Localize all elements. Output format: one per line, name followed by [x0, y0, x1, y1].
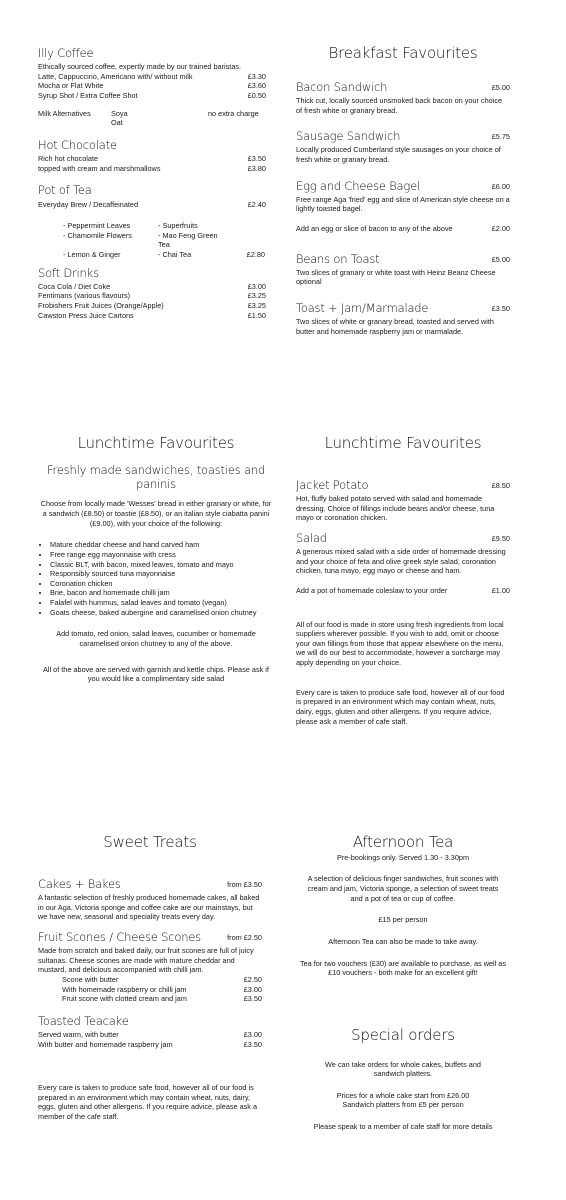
menu-item — [296, 179, 510, 214]
price-row — [38, 200, 266, 210]
filling-item: • Classic BLT, with bacon, mixed leaves, tomato and mayo — [50, 560, 274, 570]
sweet-title: Sweet Treats — [103, 833, 197, 851]
teacake-title: Toasted Teacake — [38, 1013, 129, 1028]
cakes-desc: A fantastic selection of freshly produced homemade cakes, all baked in our Aga. Victoria sponge and coffee cake are our mainstays, but we have new, seasonal and speciality treats every day. — [38, 892, 260, 922]
item-price: £6.00 — [491, 181, 510, 191]
menu-item — [296, 531, 510, 576]
price-row — [38, 81, 266, 91]
price-row — [38, 154, 266, 164]
tea-title: Pot of Tea — [38, 183, 92, 198]
item-name: Everyday Brew / Decaffeinated — [38, 199, 139, 209]
lunch-note-allergens: Every care is taken to produce safe food, however all of our food is prepared in an environment which may contain wheat, nuts, dairy, eggs, gluten and other allergens. If you require advice, please ask a member of cafe staff. — [296, 687, 505, 726]
filling-item: • Free range egg mayonnaise with cress — [50, 550, 274, 560]
item-price: £5.00 — [491, 254, 510, 264]
special-contact: Please speak to a member of cafe staff for more details — [313, 1122, 493, 1132]
item-price: £8.50 — [491, 480, 510, 490]
menu-item — [296, 252, 510, 287]
item-name: topped with cream and marshmallows — [38, 163, 161, 173]
afternoon-subtitle: Pre-bookings only. Served 1.30 - 3.30pm — [336, 852, 470, 862]
soft-drinks-items — [38, 282, 266, 321]
item-name: Toast + Jam/Marmalade — [296, 301, 429, 316]
item-price: £3.80 — [247, 163, 266, 173]
teacake-options — [38, 1030, 262, 1049]
special-platters: Sandwich platters from £5 per person — [342, 1100, 464, 1110]
breakfast-column — [296, 44, 510, 351]
item-name: Fruit scone with clotted cream and jam — [62, 994, 187, 1004]
milk-options: Soya Oat — [111, 108, 128, 128]
breakfast-title: Breakfast Favourites — [328, 44, 478, 62]
item-price: £3.00 — [247, 281, 266, 291]
milk-alternatives — [38, 109, 266, 128]
afternoon-vouchers: Tea for two vouchers (£30) are available to purchase, as well as £10 vouchers - both make for an excellent gift! — [299, 958, 507, 978]
infusions-list: - Peppermint Leaves - Superfruits - Chamomile Flowers - Mao Feng Green Tea - Lemon & Ginger - Chai Tea £2.80 — [63, 221, 265, 260]
item-desc: Thick cut, locally sourced unsmoked back bacon on your choice of fresh white or granary bread. — [296, 95, 503, 115]
item-name: Scone with butter — [62, 974, 119, 984]
hot-chocolate-title: Hot Chocolate — [38, 137, 117, 152]
item-price: £9.50 — [491, 533, 510, 543]
lunch-left-column — [38, 434, 274, 684]
lunch-note-ingredients: All of our food is made in store using fresh ingredients from local suppliers wherever possible. If you wish to add, omit or choose your own fillings from those that appear elsewhere on the menu, we will do our best to accommodate, however a surcharge may apply depending on your choice. — [296, 619, 504, 668]
afternoon-takeaway: Afternoon Tea can also be made to take away. — [328, 936, 478, 946]
item-price: £3.25 — [247, 291, 266, 301]
price-row — [38, 164, 266, 174]
infusions-price: £2.80 — [246, 250, 265, 260]
lunch-left-title: Lunchtime Favourites — [77, 434, 235, 452]
afternoon-column — [296, 833, 510, 1132]
breakfast-items — [296, 80, 510, 337]
menu-item — [296, 129, 510, 164]
item-name: Served warm, with butter — [38, 1029, 119, 1039]
afternoon-desc: A selection of delicious finger sandwiches, fruit scones with cream and jam, Victoria sponge, a selection of sweet treats and a pot of tea or cup of coffee. — [307, 874, 499, 903]
coffee-title: Illy Coffee — [38, 46, 94, 60]
scones-row: Fruit Scones / Cheese Scones from £2.50 — [38, 929, 262, 944]
lunch-addon: Add tomato, red onion, salad leaves, cucumber or homemade caramelised onion chutney to any of the above. — [56, 629, 256, 648]
lunch-footer: All of the above are served with garnish and kettle chips. Please ask if you would like a complimentary side salad — [43, 664, 269, 684]
price-row — [38, 1040, 262, 1050]
item-price: £2.40 — [247, 199, 266, 209]
menu-item — [296, 478, 510, 523]
sweet-column — [38, 833, 262, 1122]
item-price: £5.75 — [491, 132, 510, 142]
scone-options — [38, 975, 262, 1004]
item-price: £5.00 — [491, 82, 510, 92]
filling-item: • Responsibly sourced tuna mayonnaise — [50, 569, 274, 579]
item-name: Sausage Sandwich — [296, 129, 401, 144]
hot-chocolate-items — [38, 154, 266, 173]
item-name: Latte, Cappuccino, Americano with/ without milk — [38, 71, 193, 81]
price-row — [38, 291, 266, 301]
item-price: £3.50 — [243, 994, 262, 1004]
item-price: £3.25 — [247, 301, 266, 311]
price-row — [62, 994, 262, 1004]
lunch-right-title: Lunchtime Favourites — [324, 434, 482, 452]
price-row — [62, 975, 262, 985]
price-row — [38, 1030, 262, 1040]
lunch-intro: Choose from locally made 'Wesses' bread in either granary or white, for a sandwich (£8.50) or toastie (£8.50), or an italian style ciabatta panini (£9.00), with your choice of the following: — [40, 499, 272, 528]
item-name: Egg and Cheese Bagel — [296, 178, 420, 193]
item-name: Syrup Shot / Extra Coffee Shot — [38, 91, 138, 101]
menu-item — [296, 301, 510, 336]
price-row — [38, 72, 266, 82]
lunch-subtitle: Freshly made sandwiches, toasties and paninis — [46, 462, 265, 491]
item-price: £3.00 — [243, 1029, 262, 1039]
item-price: £3.50 — [491, 304, 510, 314]
item-desc: Hot, fluffy baked potato served with salad and homemade dressing. Choice of fillings include beans and/or cheese, tuna mayo or coronation chicken. — [296, 493, 495, 523]
price-row — [38, 311, 266, 321]
item-price: £3.50 — [247, 154, 266, 164]
breakfast-extra: Add an egg or slice of bacon to any of the above £2.00 — [296, 224, 510, 234]
item-desc: Locally produced Cumberland style sausages on your choice of fresh white or granary bread. — [296, 145, 501, 165]
filling-item: • Coronation chicken — [50, 579, 274, 589]
cakes-row: Cakes + Bakes from £3.50 — [38, 876, 262, 891]
drinks-column — [38, 46, 266, 320]
item-price: £3.00 — [243, 984, 262, 994]
item-price: £2.50 — [243, 974, 262, 984]
item-name: Frobishers Fruit Juices (Orange/Apple) — [38, 301, 164, 311]
price-row — [62, 985, 262, 995]
item-name: Coca Cola / Diet Coke — [38, 281, 111, 291]
filling-item: • Brie, bacon and homemade chilli jam — [50, 588, 274, 598]
milk-price: no extra charge — [208, 108, 259, 118]
item-desc: A generous mixed salad with a side order of homemade dressing and your choice of feta and olive greek style salad, coronation chicken, tuna mayo, egg mayo or cheese and ham. — [296, 547, 506, 576]
item-name: Bacon Sandwich — [296, 79, 388, 94]
price-row — [38, 301, 266, 311]
item-name: Cawston Press Juice Cartons — [38, 310, 134, 320]
item-name: With butter and homemade raspberry jam — [38, 1039, 173, 1049]
coffee-items — [38, 72, 266, 101]
item-price: £1.50 — [247, 310, 266, 320]
item-price: £3.60 — [247, 81, 266, 91]
special-prices: Prices for a whole cake start from £26.00 — [336, 1090, 470, 1100]
item-name: Rich hot chocolate — [38, 154, 99, 164]
price-row — [38, 91, 266, 101]
menu-item — [296, 80, 510, 115]
filling-item: • Mature cheddar cheese and hand carved ham — [50, 540, 274, 550]
lunch-items — [296, 478, 510, 576]
item-name: Fentimans (various flavours) — [38, 291, 131, 301]
item-desc: Two slices of white or granary bread, toasted and served with butter and homemade raspberry jam or marmalade. — [296, 317, 494, 336]
soft-drinks-title: Soft Drinks — [38, 265, 99, 280]
afternoon-price: £15 per person — [378, 915, 428, 925]
scones-desc: Made from scratch and baked daily, our fruit scones are full of juicy sultanas. Cheese scones are made with mature cheddar and mustard, and delicious accompanied with chilli jam. — [38, 946, 254, 975]
coleslaw-extra: Add a pot of homemade coleslaw to your order £1.00 — [296, 585, 510, 595]
fillings-list — [38, 540, 274, 617]
item-name: With homemade raspberry or chilli jam — [62, 984, 187, 994]
item-name: Beans on Toast — [296, 251, 380, 266]
coffee-intro: Ethically sourced coffee, expertly made by our trained baristas. — [38, 62, 242, 72]
item-name: Jacket Potato — [296, 477, 369, 492]
item-desc: Two slices of granary or white toast with Heinz Beanz Cheese optional — [296, 267, 496, 287]
sweet-allergen-note: Every care is taken to produce safe food, however all of our food is prepared in an environment which may contain wheat, nuts, dairy, eggs, gluten and other allergens. If you require advice, please ask a member of the cafe staff. — [38, 1083, 258, 1122]
item-name: Mocha or Flat White — [38, 81, 104, 91]
price-row — [38, 282, 266, 292]
afternoon-title: Afternoon Tea — [352, 833, 454, 851]
special-desc: We can take orders for whole cakes, buffets and sandwich platters. — [325, 1059, 481, 1079]
item-price: £0.50 — [247, 91, 266, 101]
milk-label: Milk Alternatives — [38, 108, 91, 118]
item-name: Salad — [296, 530, 327, 545]
lunch-right-column — [296, 434, 510, 726]
filling-item: • Falafel with hummus, salad leaves and tomato (vegan) — [50, 598, 274, 608]
item-desc: Free range Aga 'fried' egg and slice of American style cheese on a lightly toasted bagel. — [296, 194, 510, 214]
item-price: £3.50 — [243, 1039, 262, 1049]
special-title: Special orders — [351, 1025, 455, 1044]
filling-item: • Goats cheese, baked aubergine and caramelised onion chutney — [50, 608, 274, 618]
tea-items — [38, 200, 266, 210]
item-price: £3.30 — [247, 71, 266, 81]
